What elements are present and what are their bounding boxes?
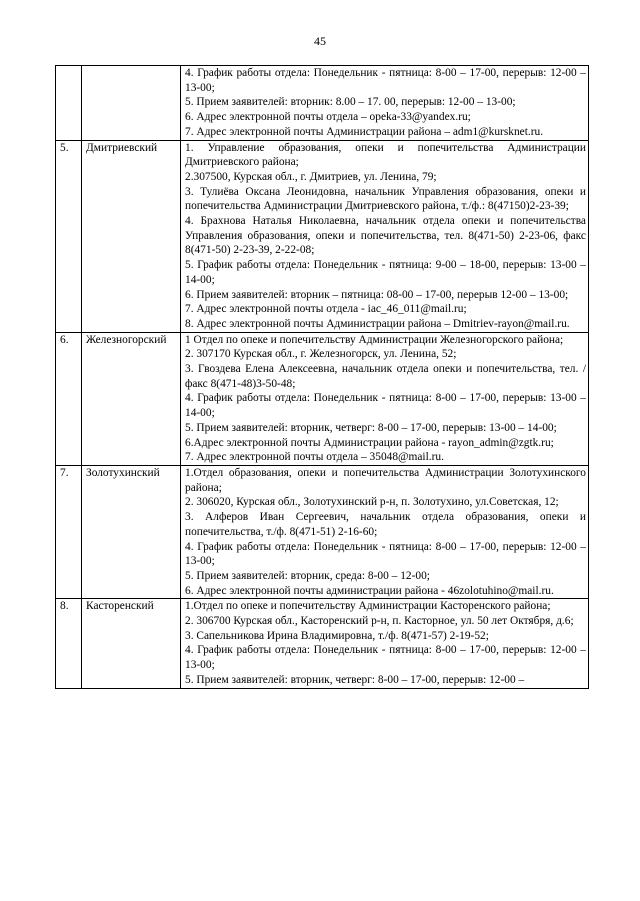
info-line: 2. 306700 Курская обл., Касторенский р-н, п. Касторное, ул. 50 лет Октября, д.6;: [185, 615, 574, 628]
info-line: 5. Прием заявителей: вторник, четверг: 8-00 – 17-00, перерыв: 12-00 –: [185, 673, 525, 686]
table-row: [56, 66, 589, 141]
district-info: [181, 599, 589, 688]
page-number: 45: [314, 34, 326, 48]
row-number: 8.: [56, 599, 82, 688]
table-row: [56, 599, 589, 688]
info-line: 8. Адрес электронной почты Администрации района – Dmitriev-rayon@mail.ru.: [185, 317, 570, 330]
table-row: [56, 140, 589, 332]
district-name: Касторенский: [82, 599, 181, 688]
district-info: [181, 332, 589, 465]
info-line: 5. График работы отдела: Понедельник - пятница: 9-00 – 18-00, перерыв: 13-00 – 14-00;: [185, 259, 586, 286]
district-name: [82, 66, 181, 141]
row-number: 6.: [56, 332, 82, 465]
row-number: 7.: [56, 465, 82, 598]
row-number: [56, 66, 82, 141]
info-line: 3. Алферов Иван Сергеевич, начальник отдела образования, опеки и попечительства, т./ф. 8(471-51) 2-16-60;: [185, 511, 586, 538]
info-line: 7. Адрес электронной почты отдела - iac_46_011@mail.ru;: [185, 303, 467, 316]
info-line: 1 Отдел по опеке и попечительству Администрации Железногорского района;: [185, 333, 564, 346]
table-body: [56, 66, 589, 689]
table-row: [56, 332, 589, 465]
district-name: Дмитриевский: [82, 140, 181, 332]
info-line: 2. 307170 Курская обл., г. Железногорск, ул. Ленина, 52;: [185, 348, 457, 361]
info-line: 1. Управление образования, опеки и попечительства Администрации Дмитриевского района;: [185, 141, 586, 169]
district-info: [181, 465, 589, 598]
district-name: Железногорский: [82, 332, 181, 465]
info-line: 4. График работы отдела: Понедельник - пятница: 8-00 – 17-00, перерыв: 12-00 – 13-00;: [185, 644, 586, 672]
info-line: 1.Отдел по опеке и попечительству Администрации Касторенского района;: [185, 600, 551, 613]
row-number: 5.: [56, 140, 82, 332]
info-line: 3. Сапельникова Ирина Владимировна, т./ф. 8(471-57) 2-19-52;: [185, 629, 489, 642]
info-line: 6. Прием заявителей: вторник – пятница: 08-00 – 17-00, перерыв 12-00 – 13-00;: [185, 288, 569, 301]
info-line: 6. Адрес электронной почты отдела – opeka-33@yandex.ru;: [185, 111, 471, 124]
info-line: 6.Адрес электронной почты Администрации района - rayon_admin@zgtk.ru;: [185, 436, 554, 449]
info-line: 7. Адрес электронной почты Администрации района – adm1@kursknet.ru.: [185, 125, 544, 138]
info-line: 7. Адрес электронной почты отдела – 35048@mail.ru.: [185, 451, 444, 464]
district-name: Золотухинский: [82, 465, 181, 598]
districts-table: [55, 65, 589, 689]
info-line: 4. График работы отдела: Понедельник - пятница: 8-00 – 17-00, перерыв: 12-00 – 13-00;: [185, 67, 586, 94]
info-line: 5. Прием заявителей: вторник: 8.00 – 17. 00, перерыв: 12-00 – 13-00;: [185, 96, 516, 109]
info-line: 2.307500, Курская обл., г. Дмитриев, ул. Ленина, 79;: [185, 170, 437, 183]
district-info: [181, 66, 589, 141]
info-line: 1.Отдел образования, опеки и попечительства Администрации Золотухинского района;: [185, 466, 586, 494]
info-line: 4. График работы отдела: Понедельник - пятница: 8-00 – 17-00, перерыв: 12-00 – 13-00;: [185, 540, 586, 568]
district-info: [181, 140, 589, 332]
info-line: 3. Гвоздева Елена Алексеевна, начальник отдела опеки и попечительства, тел. /факс 8(471-48)3-50-48;: [185, 363, 586, 390]
info-line: 6. Адрес электронной почты администрации района - 46zolotuhino@mail.ru.: [185, 584, 554, 597]
info-line: 5. Прием заявителей: вторник, четверг: 8-00 – 17-00, перерыв: 13-00 – 14-00;: [185, 421, 557, 434]
info-line: 4. График работы отдела: Понедельник - пятница: 8-00 – 17-00, перерыв: 13-00 – 14-00;: [185, 392, 586, 420]
table-row: [56, 465, 589, 598]
info-line: 2. 306020, Курская обл., Золотухинский р-н, п. Золотухино, ул.Советская, 12;: [185, 496, 559, 509]
info-line: 3. Тулиёва Оксана Леонидовна, начальник Управления образования, опеки и попечительства Администрации Дмитриевского района, т./ф.: 8(47150)2-23-39;: [185, 185, 586, 213]
info-line: 5. Прием заявителей: вторник, среда: 8-00 – 12-00;: [185, 569, 430, 582]
info-line: 4. Брахнова Наталья Николаевна, начальник отдела опеки и попечительства Управления образования, опеки и попечительства, тел. 8(471-50) 2-23-06, факс 8(471-50) 2-23-39, 2-22-08;: [185, 215, 586, 257]
